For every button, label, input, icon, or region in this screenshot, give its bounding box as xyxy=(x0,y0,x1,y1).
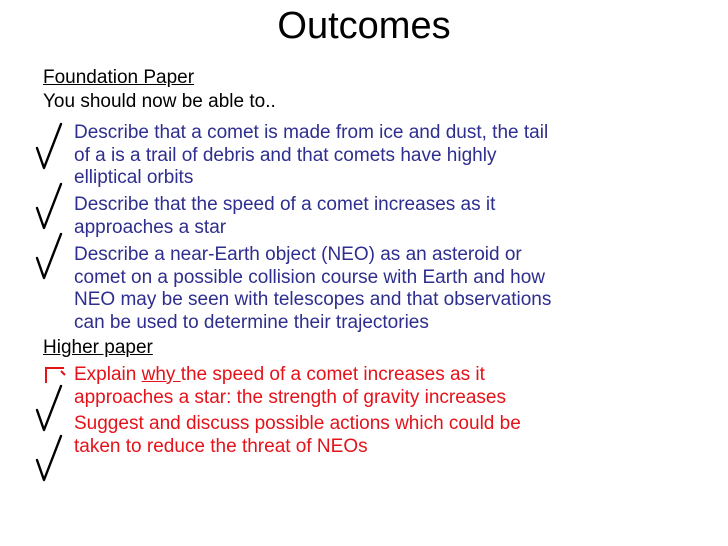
check-icon xyxy=(34,122,64,168)
foundation-item-1-line-2: of a is a trail of debris and that comets have highly xyxy=(74,144,497,166)
check-icon xyxy=(34,434,64,480)
higher-item-1-underlined: why xyxy=(141,364,181,385)
slide-title: Outcomes xyxy=(277,5,451,47)
higher-item-2 xyxy=(74,413,684,458)
check-icon xyxy=(34,384,64,430)
higher-item-2-line-1: Suggest and discuss possible actions which could be xyxy=(74,413,521,434)
foundation-lead: You should now be able to.. xyxy=(43,91,276,112)
foundation-item-3-line-4: can be used to determine their trajectories xyxy=(74,311,429,333)
foundation-item-3 xyxy=(74,244,684,334)
higher-item-1-line-1 xyxy=(74,364,684,387)
foundation-item-3-line-1: Describe a near-Earth object (NEO) as an asteroid or xyxy=(74,244,522,265)
foundation-heading: Foundation Paper xyxy=(43,67,195,88)
higher-heading: Higher paper xyxy=(43,337,153,358)
foundation-item-1-line-3: elliptical orbits xyxy=(74,167,194,189)
higher-item-1-line-2: approaches a star: the strength of gravity increases xyxy=(74,386,506,408)
foundation-item-3-line-2: comet on a possible collision course with Earth and how xyxy=(74,266,546,288)
foundation-item-2-line-2: approaches a star xyxy=(74,216,227,238)
foundation-item-2-line-1: Describe that the speed of a comet increases as it xyxy=(74,194,496,215)
higher-item-1-prefix: Explain xyxy=(74,364,142,385)
higher-item-1-rest: the speed of a comet increases as it xyxy=(180,364,485,385)
check-icon xyxy=(34,182,64,228)
check-icon xyxy=(34,232,64,278)
red-bracket-icon xyxy=(44,365,66,387)
higher-item-2-line-2: taken to reduce the threat of NEOs xyxy=(74,435,368,457)
foundation-item-3-line-3: NEO may be seen with telescopes and that observations xyxy=(74,289,552,311)
foundation-item-1-line-1: Describe that a comet is made from ice and dust, the tail xyxy=(74,122,549,143)
foundation-item-1 xyxy=(74,122,684,190)
foundation-item-2 xyxy=(74,194,684,239)
higher-item-1 xyxy=(74,364,684,409)
